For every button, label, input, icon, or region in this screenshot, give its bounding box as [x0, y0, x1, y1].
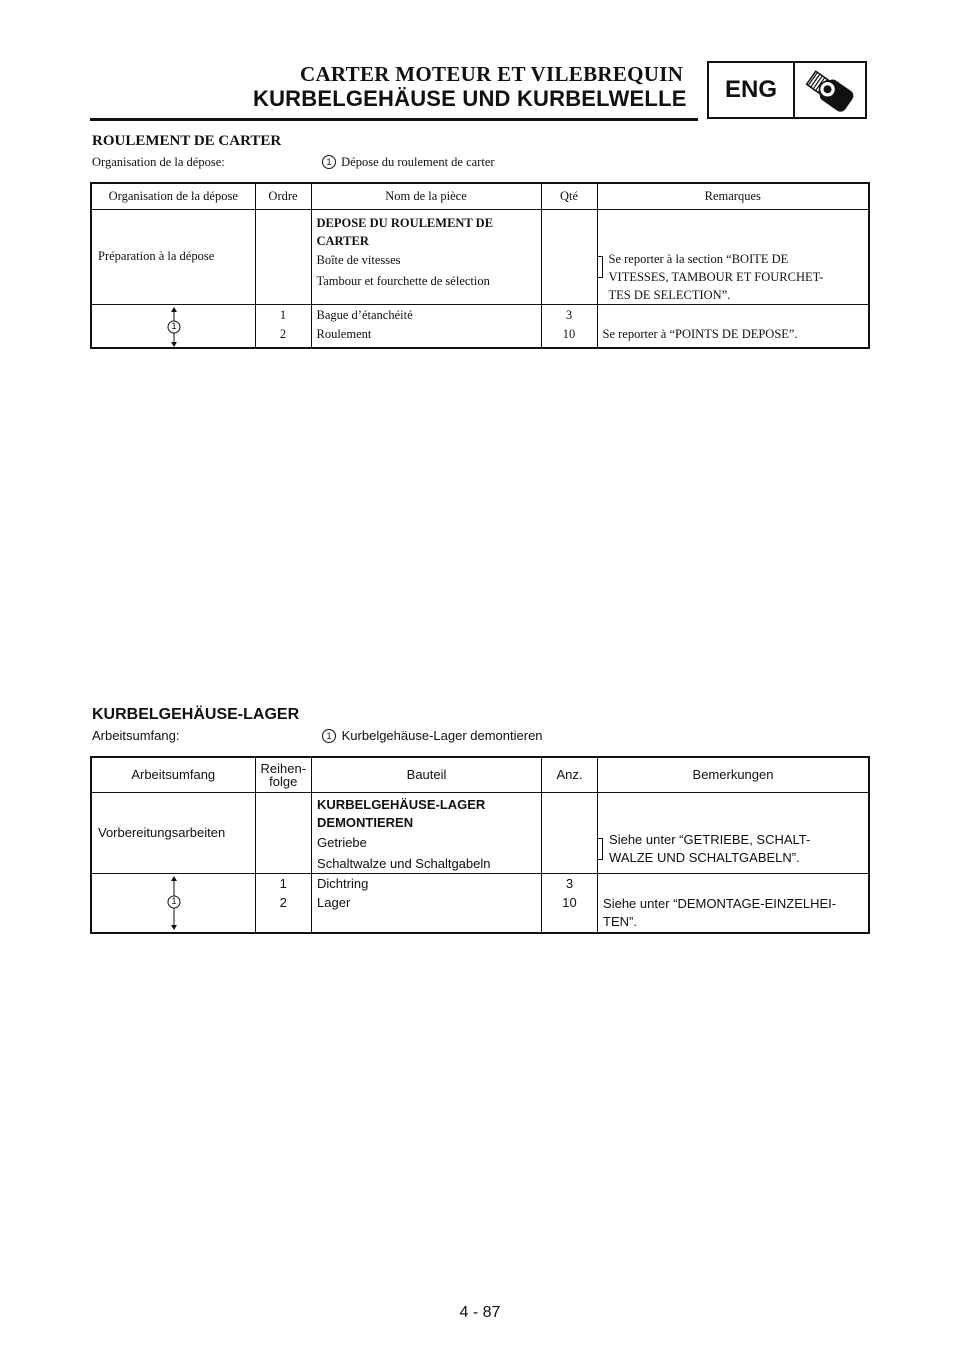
page-number: 4 - 87 — [459, 1304, 501, 1321]
de-prep-remark-1: Siehe unter “GETRIEBE, SCHALT- — [609, 831, 811, 847]
fr-prep-remark-1: Se reporter à la section “BOITE DE — [608, 251, 789, 266]
de-prep-remark — [598, 792, 869, 873]
fr-row1-remark — [597, 304, 869, 325]
de-prep-title-1: KURBELGEHÄUSE-LAGER — [317, 796, 486, 812]
fr-org-step — [322, 155, 495, 170]
fr-prep-remark — [597, 209, 869, 304]
header-rule — [90, 118, 698, 121]
fr-prep-remark-3: TES DE SELECTION”. — [608, 287, 731, 302]
fr-row1-qty: 3 — [541, 304, 597, 325]
fr-prep-remark-2: VITESSES, TAMBOUR ET FOURCHET- — [608, 269, 824, 284]
de-col-sequence — [255, 757, 312, 792]
de-prep-remark-2: WALZE UND SCHALTGABELN”. — [609, 849, 800, 865]
fr-group-num: 1 — [171, 320, 177, 331]
de-prep-parts — [312, 792, 542, 873]
de-col-remarks: Bemerkungen — [598, 757, 869, 792]
step-number-circle: 1 — [322, 155, 336, 169]
fr-row2-order: 2 — [255, 325, 311, 348]
fr-prep-parts — [311, 209, 541, 304]
wrench-socket-icon — [797, 65, 863, 117]
de-row1-qty: 3 — [542, 873, 598, 893]
de-row2-qty: 10 — [542, 893, 598, 933]
de-row1-order: 1 — [255, 873, 312, 893]
de-prep-part-2: Schaltwalze und Schaltgabeln — [317, 855, 491, 871]
de-prep-label — [91, 792, 255, 873]
bracket — [598, 838, 603, 860]
fr-row2-qty: 10 — [541, 325, 597, 348]
engine-badge-label: ENG — [709, 63, 795, 117]
fr-prep-title-1: DEPOSE DU ROULEMENT DE — [316, 215, 494, 230]
de-col-sequence-1: Reihen- — [260, 760, 307, 776]
de-col-qty: Anz. — [542, 757, 598, 792]
de-row2-remark-1: Siehe unter “DEMONTAGE-EINZELHEI- — [603, 896, 837, 911]
fr-removal-table — [90, 182, 870, 349]
de-row2-remark-2: TEN”. — [603, 914, 637, 929]
fr-row2-part: Roulement — [311, 325, 541, 348]
de-group-num: 1 — [171, 895, 177, 906]
de-removal-table — [90, 756, 870, 934]
fr-row1-part: Bague d’étanchéité — [311, 304, 541, 325]
fr-col-part-name: Nom de la pièce — [311, 183, 541, 209]
de-row1-part: Dichtring — [312, 873, 542, 893]
de-prep-label-text: Vorbereitungsarbeiten — [98, 825, 226, 840]
fr-col-organisation: Organisation de la dépose — [91, 183, 255, 209]
engine-badge — [707, 61, 867, 119]
de-org-label: Arbeitsumfang: — [92, 728, 180, 743]
header-title-french: CARTER MOTEUR ET VILEBREQUIN — [300, 62, 684, 86]
fr-prep-part-2: Tambour et fourchette de sélection — [316, 273, 490, 288]
de-row1-remark — [598, 873, 869, 893]
fr-prep-label — [91, 209, 255, 304]
fr-org-text: Dépose du roulement de carter — [341, 155, 495, 169]
fr-org-label: Organisation de la dépose: — [92, 155, 225, 169]
de-prep-part-1: Getriebe — [317, 834, 367, 850]
de-row2-remark — [598, 893, 869, 933]
fr-group-marker — [91, 304, 255, 348]
de-col-scope: Arbeitsumfang — [91, 757, 255, 792]
fr-row1-order: 1 — [255, 304, 311, 325]
header-title-german: KURBELGEHÄUSE UND KURBELWELLE — [253, 86, 687, 111]
de-row2-part: Lager — [312, 893, 542, 933]
de-col-part: Bauteil — [312, 757, 542, 792]
de-org-step — [322, 728, 543, 743]
de-row2-order: 2 — [255, 893, 312, 933]
fr-col-qty: Qté — [541, 183, 597, 209]
fr-prep-part-1: Boîte de vitesses — [316, 252, 401, 267]
fr-prep-title-2: CARTER — [316, 233, 369, 248]
fr-col-remarks: Remarques — [597, 183, 869, 209]
de-prep-title-2: DEMONTIEREN — [317, 814, 414, 830]
de-group-marker — [91, 873, 255, 933]
fr-prep-label-text: Préparation à la dépose — [98, 249, 215, 263]
step-number-circle: 1 — [322, 729, 336, 743]
fr-row2-remark: Se reporter à “POINTS DE DEPOSE”. — [597, 325, 869, 348]
fr-section-title: ROULEMENT DE CARTER — [92, 133, 282, 149]
fr-col-order: Ordre — [255, 183, 311, 209]
de-col-sequence-2: folge — [269, 773, 298, 789]
bracket — [598, 256, 603, 278]
de-section-title: KURBELGEHÄUSE-LAGER — [92, 706, 300, 723]
de-org-text: Kurbelgehäuse-Lager demontieren — [341, 728, 543, 743]
